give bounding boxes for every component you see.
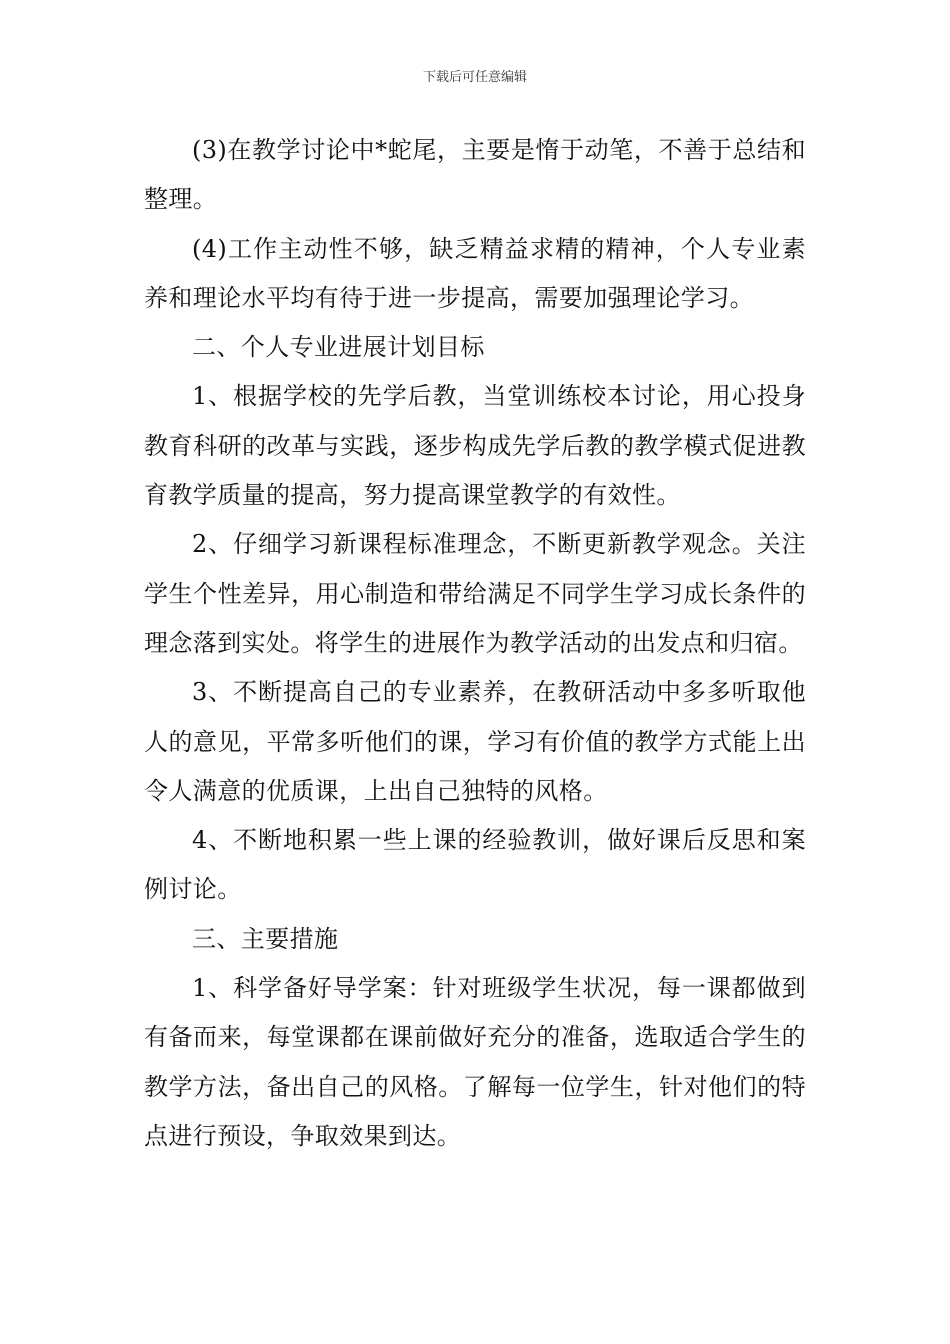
paragraph-item-4-issue: (4)工作主动性不够，缺乏精益求精的精神，个人专业素养和理论水平均有待于进一步提高，需要加强理论学习。 bbox=[144, 234, 806, 312]
paragraph-goal-3: 3、不断提高自己的专业素养，在教研活动中多多听取他人的意见，平常多听他们的课，学习有价值的教学方式能上出令人满意的优质课，上出自己独特的风格。 bbox=[144, 678, 806, 805]
paragraph-measure-1: 1、科学备好导学案：针对班级学生状况，每一课都做到有备而来，每堂课都在课前做好充分的准备，选取适合学生的教学方法，备出自己的风格。了解每一位学生，针对他们的特点进行预设，争取效果到达。 bbox=[144, 974, 806, 1150]
document-body bbox=[144, 126, 806, 1161]
paragraph-goal-1: 1、根据学校的先学后教，当堂训练校本讨论，用心投身教育科研的改革与实践，逐步构成先学后教的教学模式促进教育教学质量的提高，努力提高课堂教学的有效性。 bbox=[144, 382, 806, 510]
paragraph-goal-2: 2、仔细学习新课程标准理念，不断更新教学观念。关注学生个性差异，用心制造和带给满足不同学生学习成长条件的理念落到实处。将学生的进展作为教学活动的出发点和归宿。 bbox=[144, 530, 806, 657]
section-heading-goals: 二、个人专业进展计划目标 bbox=[192, 333, 485, 362]
section-heading-measures: 三、主要措施 bbox=[192, 924, 339, 953]
paragraph-item-3-issue: (3)在教学讨论中*蛇尾，主要是惰于动笔，不善于总结和整理。 bbox=[144, 136, 806, 214]
paragraph-goal-4: 4、不断地积累一些上课的经验教训，做好课后反思和案例讨论。 bbox=[144, 826, 806, 904]
page-header-note: 下载后可任意编辑 bbox=[422, 70, 527, 85]
